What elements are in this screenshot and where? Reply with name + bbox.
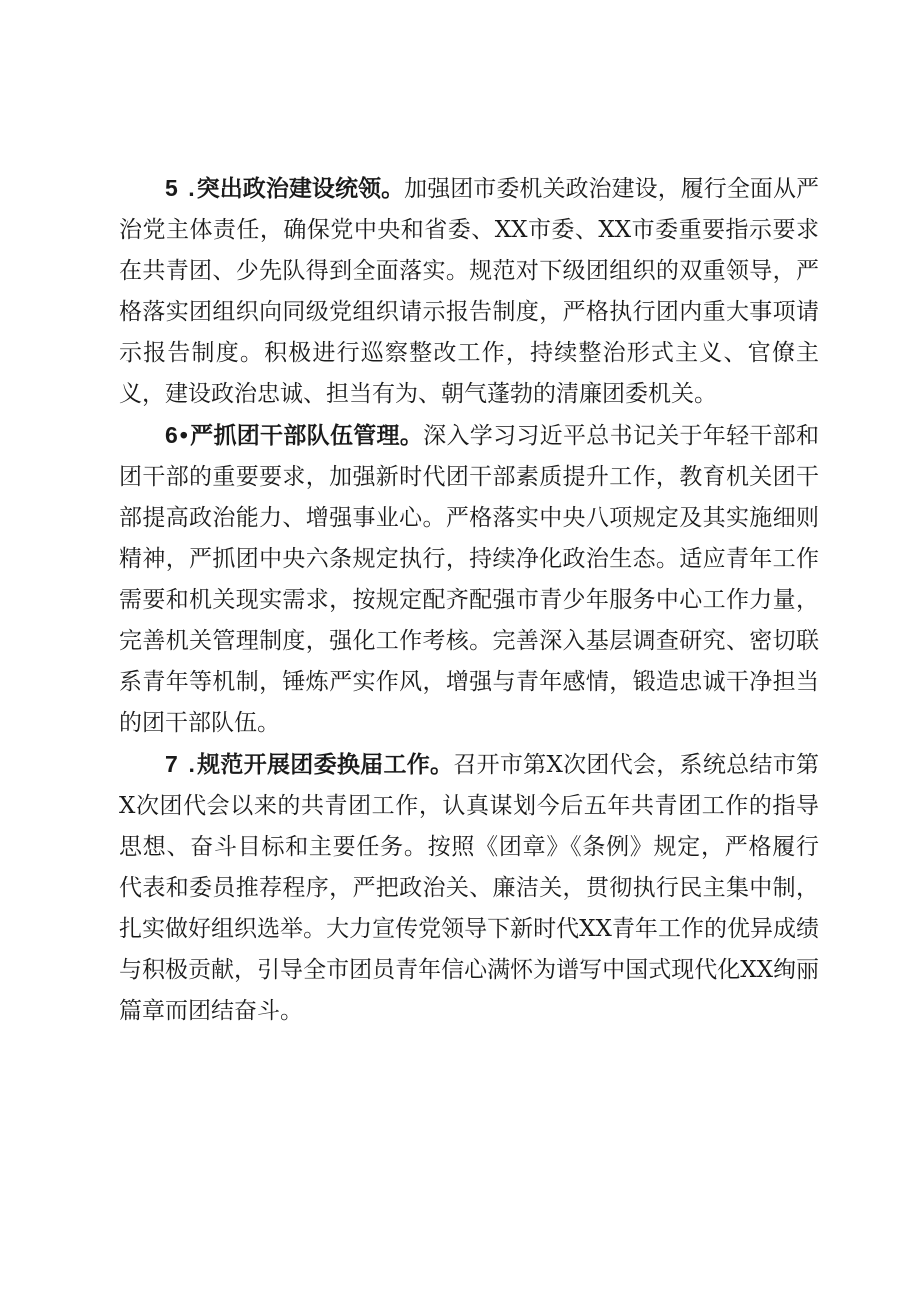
paragraph-7 <box>119 744 819 1032</box>
paragraph-5 <box>119 168 819 415</box>
paragraph-text: 深入学习习近平总书记关于年轻干部和团干部的重要要求，加强新时代团干部素质提升工作，教育机关团干部提高政治能力、增强事业心。严格落实中央八项规定及其实施细则精神，严抓团中央六条规定执行，持续净化政治生态。适应青年工作需要和机关现实需求，按规定配齐配强市青少年服务中心工作力量，完善机关管理制度，强化工作考核。完善深入基层调查研究、密切联系青年等机制，锤炼严实作风，增强与青年感情，锻造忠诚干净担当的团干部队伍。 <box>119 423 820 736</box>
paragraph-number: 7 . <box>165 751 197 777</box>
paragraph-heading: 突出政治建设统领。 <box>196 176 405 202</box>
paragraph-heading: 规范开展团委换届工作。 <box>196 752 454 778</box>
paragraph-number: 5 . <box>165 175 197 201</box>
document-body <box>119 168 819 1032</box>
paragraph-text: 加强团市委机关政治建设，履行全面从严治党主体责任，确保党中央和省委、XX市委、XX市委重要指示要求在共青团、少先队得到全面落实。规范对下级团组织的双重领导，严格落实团组织向同级党组织请示报告制度，严格执行团内重大事项请示报告制度。积极进行巡察整改工作，持续整治形式主义、官僚主义，建设政治忠诚、担当有为、朝气蓬勃的清廉团委机关。 <box>119 176 820 407</box>
paragraph-6 <box>119 415 819 744</box>
paragraph-text: 召开市第X次团代会，系统总结市第X次团代会以来的共青团工作，认真谋划今后五年共青团工作的指导思想、奋斗目标和主要任务。按照《团章》《条例》规定，严格履行代表和委员推荐程序，严把政治关、廉洁关，贯彻执行民主集中制，扎实做好组织选举。大力宣传党领导下新时代XX青年工作的优异成绩与积极贡献，引导全市团员青年信心满怀为谱写中国式现代化XX绚丽篇章而团结奋斗。 <box>119 752 819 1024</box>
paragraph-number: 6• <box>165 422 190 448</box>
paragraph-heading: 严抓团干部队伍管理。 <box>189 423 424 449</box>
